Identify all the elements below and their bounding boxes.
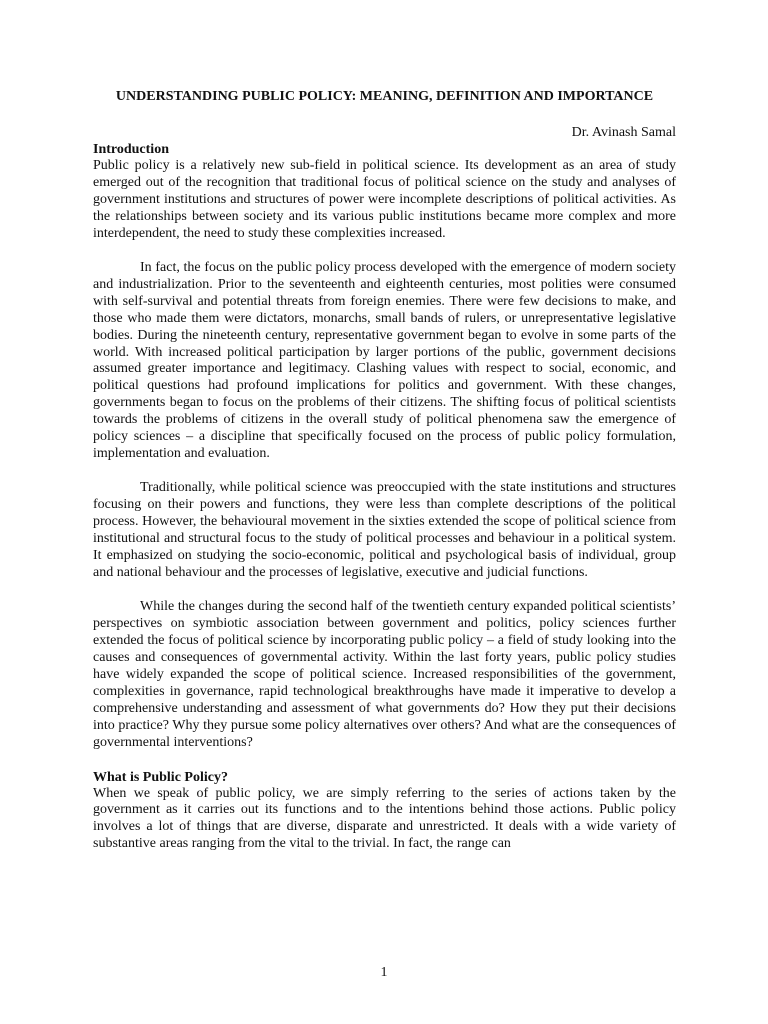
document-title: UNDERSTANDING PUBLIC POLICY: MEANING, DEFINITION AND IMPORTANCE <box>115 89 654 104</box>
section-heading-introduction: Introduction <box>93 142 169 157</box>
document-page <box>93 88 676 853</box>
author-name: Dr. Avinash Samal <box>571 125 676 140</box>
paragraph-spacer <box>93 243 676 260</box>
paragraph-spacer <box>93 463 676 480</box>
paragraph-spacer <box>93 582 676 599</box>
section-heading-what-is-public-policy: What is Public Policy? <box>93 769 228 785</box>
paragraph: In fact, the focus on the public policy process developed with the emergence of modern society and industrialization. Prior to the seventeenth and eighteenth centuries, most polities were consumed with self-survival and potential threats from foreign enemies. There were few decisions to make, and those who made them were dictators, monarchs, small bands of rulers, or unrepresentative legislative bodies. During the nineteenth century, representative government began to evolve in some parts of the world. With increased political participation by larger portions of the public, government decisions assumed greater importance and legitimacy. Clashing values with respect to social, economic, and political questions had profound implications for politics and government. With these changes, governments began to focus on the problems of their citizens. The shifting focus of political scientists towards the problems of citizens in the overall study of political phenomena saw the emergence of policy sciences – a discipline that specifically focused on the process of public policy formulation, implementation and evaluation. <box>93 259 676 462</box>
paragraph: While the changes during the second half of the twentieth century expanded political scientists’ perspectives on symbiotic association between government and politics, policy sciences further extended the focus of political science by incorporating public policy – a field of study looking into the causes and consequences of governmental activity. Within the last forty years, public policy studies have widely expanded the scope of political science. Increased responsibilities of the government, complexities in governance, rapid technological breakthroughs have made it imperative to develop a comprehensive understanding and assessment of what governments do? How they put their decisions into practice? Why they pursue some policy alternatives over others? And what are the consequences of governmental interventions? <box>93 598 676 750</box>
paragraph: Public policy is a relatively new sub-field in political science. Its development as an area of study emerged out of the recognition that traditional focus of political science on the study and analyses of government institutions and structures of power were incomplete descriptions of political activities. As the relationships between society and its various public institutions became more complex and more interdependent, the need to study these complexities increased. <box>93 158 676 241</box>
paragraph: When we speak of public policy, we are simply referring to the series of actions taken by the government as it carries out its functions and to the intentions behind those actions. Public policy involves a lot of things that are diverse, disparate and unrestricted. It deals with a wide variety of substantive areas ranging from the vital to the trivial. In fact, the range can <box>93 785 676 852</box>
page-number: 1 <box>380 965 388 980</box>
paragraph: Traditionally, while political science was preoccupied with the state institutions and structures focusing on their powers and functions, they were less than complete descriptions of the political process. However, the behavioural movement in the sixties extended the scope of political science from institutional and structural focus to the study of political processes and behaviour in a political system. It emphasized on studying the socio-economic, political and psychological basis of individual, group and national behaviour and the processes of legislative, executive and judicial functions. <box>93 480 676 580</box>
paragraph-spacer <box>93 752 676 769</box>
